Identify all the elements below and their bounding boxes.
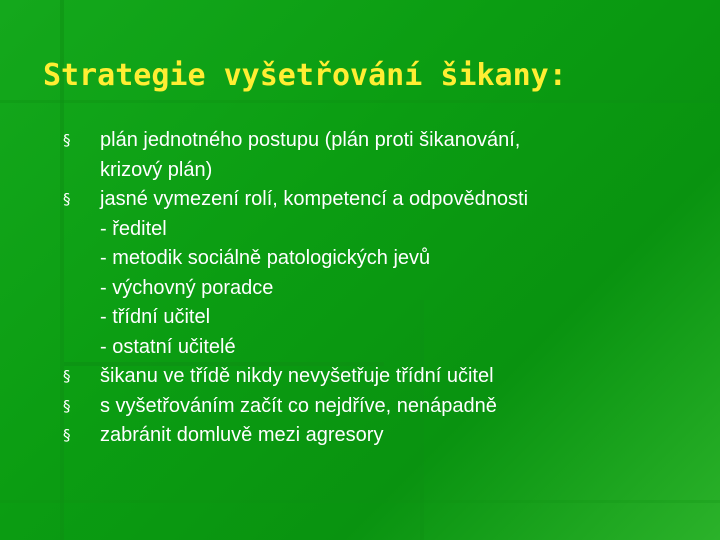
list-item-text: jasné vymezení rolí, kompetencí a odpovědnosti: [100, 188, 529, 210]
list-item-subline: - výchovný poradce: [100, 276, 274, 299]
list-item-text: s vyšetřováním začít co nejdříve, nenápadně: [100, 394, 497, 417]
bullet-list: [63, 126, 693, 451]
list-item: [63, 126, 693, 185]
list-item: [63, 392, 693, 422]
list-item-text: krizový plán): [100, 158, 213, 181]
list-item-subline: - ředitel: [100, 217, 167, 240]
bullet-icon: §: [63, 367, 71, 385]
bullet-icon: §: [63, 190, 71, 208]
list-item-subline: - třídní učitel: [100, 306, 211, 328]
bullet-icon: §: [63, 131, 71, 149]
list-item-text: zabránit domluvě mezi agresory: [100, 424, 384, 446]
list-item-text: šikanu ve třídě nikdy nevyšetřuje třídní učitel: [100, 365, 494, 387]
bullet-icon: §: [63, 396, 71, 415]
bullet-icon: §: [63, 426, 71, 444]
background-stripe: [0, 500, 720, 503]
background-stripe: [0, 100, 720, 103]
list-item-text: plán jednotného postupu (plán proti šikanování,: [100, 129, 521, 151]
list-item: [63, 362, 693, 392]
slide-title: Strategie vyšetřování šikany:: [43, 58, 567, 93]
list-item: [63, 421, 693, 451]
list-item: [63, 185, 693, 362]
list-item-subline: - metodik sociálně patologických jevů: [100, 247, 431, 269]
list-item-subline: - ostatní učitelé: [100, 335, 236, 358]
